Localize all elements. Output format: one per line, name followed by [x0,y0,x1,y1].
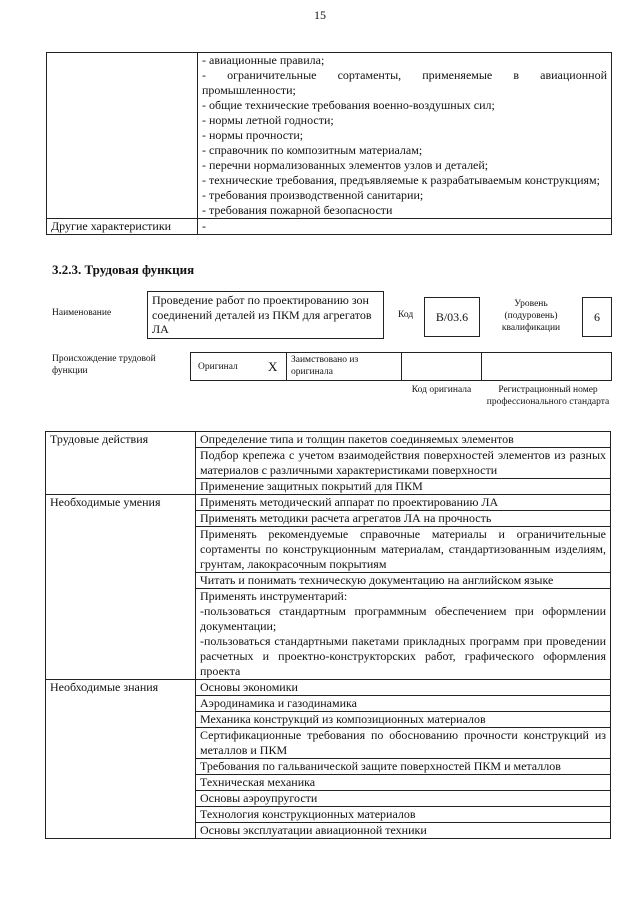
list-item: - справочник по композитным материалам; [202,143,423,157]
table-cell: Определение типа и толщин пакетов соединяемых элементов [196,432,611,448]
empty-label-cell [47,53,198,219]
table-cell: Техническая механика [196,775,611,791]
tools-line: -пользоваться стандартным программным обеспечением при оформлении документации; [200,604,606,633]
other-characteristics-value: - [198,219,612,235]
group-label: Необходимые умения [46,495,196,511]
requirements-list-cell [198,53,612,219]
table-row [46,589,611,680]
table-row [46,432,611,448]
list-item: - авиационные правила; [202,53,325,67]
group-label: Необходимые знания [46,680,196,696]
origin-code-caption: Код оригинала [411,385,472,395]
labor-function-table [45,431,611,839]
table-row [46,791,611,807]
list-item: - перечни нормализованных элементов узлов и деталей; [202,158,489,172]
table-cell: Применение защитных покрытий для ПКМ [196,479,611,495]
table-row [46,696,611,712]
table-cell: Подбор крепежа с учетом взаимодействия поверхностей элементов из разных материалов с различными характеристиками поверхности [196,448,611,479]
table-row [46,728,611,759]
table-cell: Механика конструкций из композиционных материалов [196,712,611,728]
list-item: - требования пожарной безопасности [202,203,393,217]
table-cell: Применять методический аппарат по проектированию ЛА [196,495,611,511]
list-item: - нормы летной годности; [202,113,334,127]
table-cell: Технология конструкционных материалов [196,807,611,823]
table-row [46,511,611,527]
original-mark: X [268,359,278,374]
page-number: 15 [314,8,326,22]
original-cell [190,352,287,381]
table-cell: Требования по гальванической защите поверхностей ПКМ и металлов [196,759,611,775]
table-cell: Основы эксплуатации авиационной техники [196,823,611,839]
table-cell: Сертификационные требования по обоснованию прочности конструкций из металлов и ПКМ [196,728,611,759]
code-label: Код [398,310,414,320]
table-row [47,219,612,235]
table-row [46,495,611,511]
table-row [46,479,611,495]
qualification-level-label: Уровень (подуровень) квалификации [501,299,561,333]
origin-label: Происхождение трудовой функции [52,354,156,376]
other-characteristics-label: Другие характеристики [47,219,198,235]
table-cell: Основы аэроупругости [196,791,611,807]
origin-code-cell [401,352,482,381]
qualification-level-box: 6 [582,297,612,337]
tools-cell [196,589,611,680]
table-row [46,448,611,479]
group-label: Трудовые действия [46,432,196,448]
table-cell: Основы экономики [196,680,611,696]
name-label: Наименование [52,308,112,318]
section-heading: 3.2.3. Трудовая функция [52,262,195,277]
table-row [46,807,611,823]
table-row [46,775,611,791]
code-value-box: В/03.6 [424,297,480,337]
table-row [47,53,612,219]
list-item: - нормы прочности; [202,128,304,142]
reg-number-cell [481,352,612,381]
table-cell: Применять рекомендуемые справочные материалы и ограничительные сортаменты по конструкционным материалам, стандартизованным изделиям, грунтам, лакокрасочным покрытиям [196,527,611,573]
table-row [46,823,611,839]
original-label: Оригинал [198,362,238,372]
table-row [46,759,611,775]
table-cell: Читать и понимать техническую документацию на английском языке [196,573,611,589]
table-row [46,573,611,589]
reg-number-caption: Регистрационный номер профессионального стандарта [486,385,610,407]
list-item: - общие технические требования военно-воздушных сил; [202,98,495,112]
table-row [46,712,611,728]
table-cell: Применять методики расчета агрегатов ЛА на прочность [196,511,611,527]
tools-line: -пользоваться стандартными пакетами прикладных программ при проведении расчетных и проектно-конструкторских работ, графического оформления проекта [200,634,606,678]
borrowed-cell: Заимствовано из оригинала [286,352,402,381]
list-item: - технические требования, предъявляемые к разрабатываемым конструкциям; [202,173,600,187]
continuation-table [46,52,612,235]
list-item: - требования производственной санитарии; [202,188,424,202]
tools-intro: Применять инструментарий: [200,589,348,603]
list-item: - ограничительные сортаменты, применяемые в авиационной промышленности; [202,68,607,97]
function-name-box: Проведение работ по проектированию зон соединений деталей из ПКМ для агрегатов ЛА [147,291,384,339]
table-row [46,527,611,573]
table-cell: Аэродинамика и газодинамика [196,696,611,712]
table-row [46,680,611,696]
